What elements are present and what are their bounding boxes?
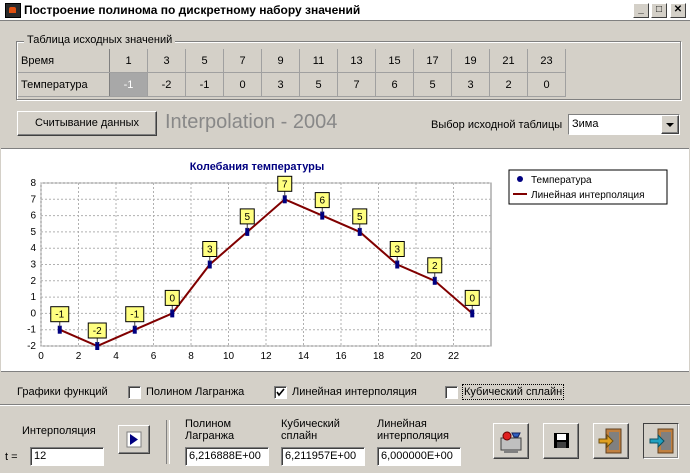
temperature-cell[interactable]: 7 <box>338 73 376 97</box>
y-tick-label: 1 <box>30 292 36 304</box>
y-tick-label: -2 <box>27 341 36 352</box>
linear-result-value: 6,000000E+00 <box>381 450 453 462</box>
door-enter-icon <box>594 424 628 458</box>
table-select[interactable] <box>568 114 680 135</box>
temperature-chart <box>1 149 689 371</box>
temperature-cell[interactable]: -1 <box>186 73 224 97</box>
save-button[interactable] <box>543 423 579 459</box>
time-row <box>18 49 566 73</box>
y-tick-label: 2 <box>30 275 36 287</box>
lagrange-result-field[interactable] <box>185 447 269 466</box>
chevron-down-icon <box>666 123 674 127</box>
point-label: 6 <box>319 195 326 207</box>
time-cell[interactable]: 9 <box>262 49 300 73</box>
data-point <box>133 326 137 334</box>
tools-icon <box>494 424 528 458</box>
chart-legend <box>509 170 667 204</box>
data-point <box>245 228 249 236</box>
x-tick-label: 18 <box>372 351 385 362</box>
settings-button[interactable] <box>493 423 529 459</box>
time-cell[interactable]: 11 <box>300 49 338 73</box>
close-button[interactable]: ✕ <box>670 3 686 18</box>
lagrange-result-label-line2: Лагранжа <box>185 430 235 442</box>
temperature-row <box>18 73 566 97</box>
row-label-time: Время <box>18 49 110 73</box>
point-label: 5 <box>244 211 251 223</box>
exit-button[interactable] <box>643 423 679 459</box>
linear-result-label-line1: Линейная <box>377 418 427 430</box>
lagrange-result-value: 6,216888E+00 <box>189 450 261 462</box>
x-tick-label: 16 <box>335 351 347 362</box>
spline-result-label <box>281 418 340 442</box>
window-title: Построение полинома по дискретному набору значений <box>24 3 361 17</box>
temperature-cell[interactable]: 5 <box>414 73 452 97</box>
point-label: 3 <box>206 244 213 256</box>
legend-label-temperature: Температура <box>531 175 592 186</box>
linear-result-label-line2: интерполяция <box>377 430 449 442</box>
spline-result-value: 6,211957E+00 <box>285 450 357 462</box>
y-tick-label: 5 <box>30 226 36 238</box>
chart-title: Колебания температуры <box>189 161 325 173</box>
t-input-value: 12 <box>34 450 47 462</box>
point-label: 5 <box>356 211 363 223</box>
spline-checkbox-label[interactable]: Кубический сплайн <box>464 386 563 398</box>
lagrange-checkbox-label[interactable]: Полином Лагранжа <box>146 386 245 398</box>
legend-marker-temperature <box>517 176 523 182</box>
data-point <box>320 212 324 220</box>
floppy-disk-icon <box>544 424 578 458</box>
x-tick-label: 4 <box>113 351 119 362</box>
minimize-button[interactable]: _ <box>633 3 649 18</box>
open-door-button[interactable] <box>593 423 629 459</box>
spline-result-label-line1: Кубический <box>281 418 340 430</box>
lagrange-result-label-line1: Полином <box>185 418 232 430</box>
point-label: 2 <box>431 260 438 272</box>
time-cell[interactable]: 21 <box>490 49 528 73</box>
time-cell[interactable]: 23 <box>528 49 566 73</box>
function-graphs-label: Графики функций <box>17 386 108 398</box>
dropdown-button[interactable] <box>661 115 679 134</box>
point-label: 0 <box>169 293 176 305</box>
data-point <box>395 261 399 269</box>
x-tick-label: 0 <box>38 351 44 362</box>
y-tick-label: 7 <box>30 194 36 206</box>
legend-label-linear: Линейная интерполяция <box>531 190 645 201</box>
linear-checkbox[interactable] <box>274 386 287 399</box>
y-tick-label: 0 <box>30 308 36 320</box>
x-tick-label: 20 <box>410 351 422 362</box>
door-exit-icon <box>644 424 678 458</box>
temperature-cell[interactable]: 6 <box>376 73 414 97</box>
read-data-button[interactable]: Считывание данных <box>17 111 157 136</box>
lagrange-checkbox[interactable] <box>128 386 141 399</box>
play-icon <box>119 426 149 453</box>
time-cell[interactable]: 17 <box>414 49 452 73</box>
time-cell[interactable]: 19 <box>452 49 490 73</box>
temperature-cell-selected[interactable]: -1 <box>110 73 148 97</box>
x-tick-label: 2 <box>75 351 82 362</box>
title-bar <box>0 0 690 21</box>
data-point <box>358 228 362 236</box>
point-label: -1 <box>55 309 65 321</box>
data-point <box>208 261 212 269</box>
linear-result-field[interactable] <box>377 447 461 466</box>
time-cell[interactable]: 1 <box>110 49 148 73</box>
y-tick-label: -1 <box>27 324 36 336</box>
data-point <box>95 342 99 350</box>
lagrange-result-label <box>185 418 234 442</box>
table-select-label: Выбор исходной таблицы <box>431 119 563 131</box>
temperature-cell[interactable]: 3 <box>452 73 490 97</box>
x-tick-label: 6 <box>150 351 157 362</box>
point-label: -2 <box>92 326 102 337</box>
x-tick-label: 8 <box>188 351 194 362</box>
interpolation-label: Интерполяция <box>22 425 96 437</box>
source-table[interactable] <box>18 49 566 97</box>
temperature-cell[interactable]: 0 <box>528 73 566 97</box>
time-cell[interactable]: 5 <box>186 49 224 73</box>
y-tick-label: 3 <box>30 259 36 271</box>
source-table-legend: Таблица исходных значений <box>24 34 175 46</box>
x-tick-label: 14 <box>297 351 310 362</box>
time-cell[interactable]: 7 <box>224 49 262 73</box>
linear-result-label <box>377 418 449 442</box>
temperature-cell[interactable]: 5 <box>300 73 338 97</box>
spline-result-field[interactable] <box>281 447 365 466</box>
point-label: 0 <box>469 293 476 305</box>
calculate-button[interactable] <box>118 425 150 454</box>
y-tick-label: 4 <box>30 243 36 255</box>
app-icon[interactable] <box>5 3 21 18</box>
checkmark-icon <box>275 387 286 398</box>
brand-text: Interpolation - 2004 <box>165 111 338 133</box>
spline-result-label-line2: сплайн <box>281 430 318 442</box>
separator <box>166 420 170 464</box>
temperature-cell[interactable]: 0 <box>224 73 262 97</box>
t-label: t = <box>5 451 18 463</box>
point-label: 7 <box>281 179 288 191</box>
t-input[interactable] <box>30 447 104 466</box>
y-tick-label: 6 <box>30 210 36 222</box>
row-label-temperature: Температура <box>18 73 110 97</box>
chart-panel <box>1 148 689 372</box>
x-tick-label: 22 <box>447 351 460 362</box>
maximize-button[interactable]: □ <box>651 3 667 18</box>
spline-checkbox[interactable] <box>445 386 458 399</box>
x-tick-label: 12 <box>260 351 272 362</box>
time-cell[interactable]: 3 <box>148 49 186 73</box>
data-point <box>283 195 287 203</box>
data-point <box>170 309 174 317</box>
data-point <box>58 326 62 334</box>
temperature-cell[interactable]: 2 <box>490 73 528 97</box>
linear-checkbox-label[interactable]: Линейная интерполяция <box>292 386 417 398</box>
table-select-value: Зима <box>572 118 599 130</box>
data-point <box>470 309 474 317</box>
point-label: -1 <box>130 309 140 321</box>
data-point <box>433 277 437 285</box>
temperature-cell[interactable]: 3 <box>262 73 300 97</box>
x-tick-label: 10 <box>222 351 235 362</box>
time-cell[interactable]: 15 <box>376 49 414 73</box>
time-cell[interactable]: 13 <box>338 49 376 73</box>
point-label: 3 <box>394 244 401 256</box>
temperature-cell[interactable]: -2 <box>148 73 186 97</box>
y-tick-label: 8 <box>30 178 36 189</box>
